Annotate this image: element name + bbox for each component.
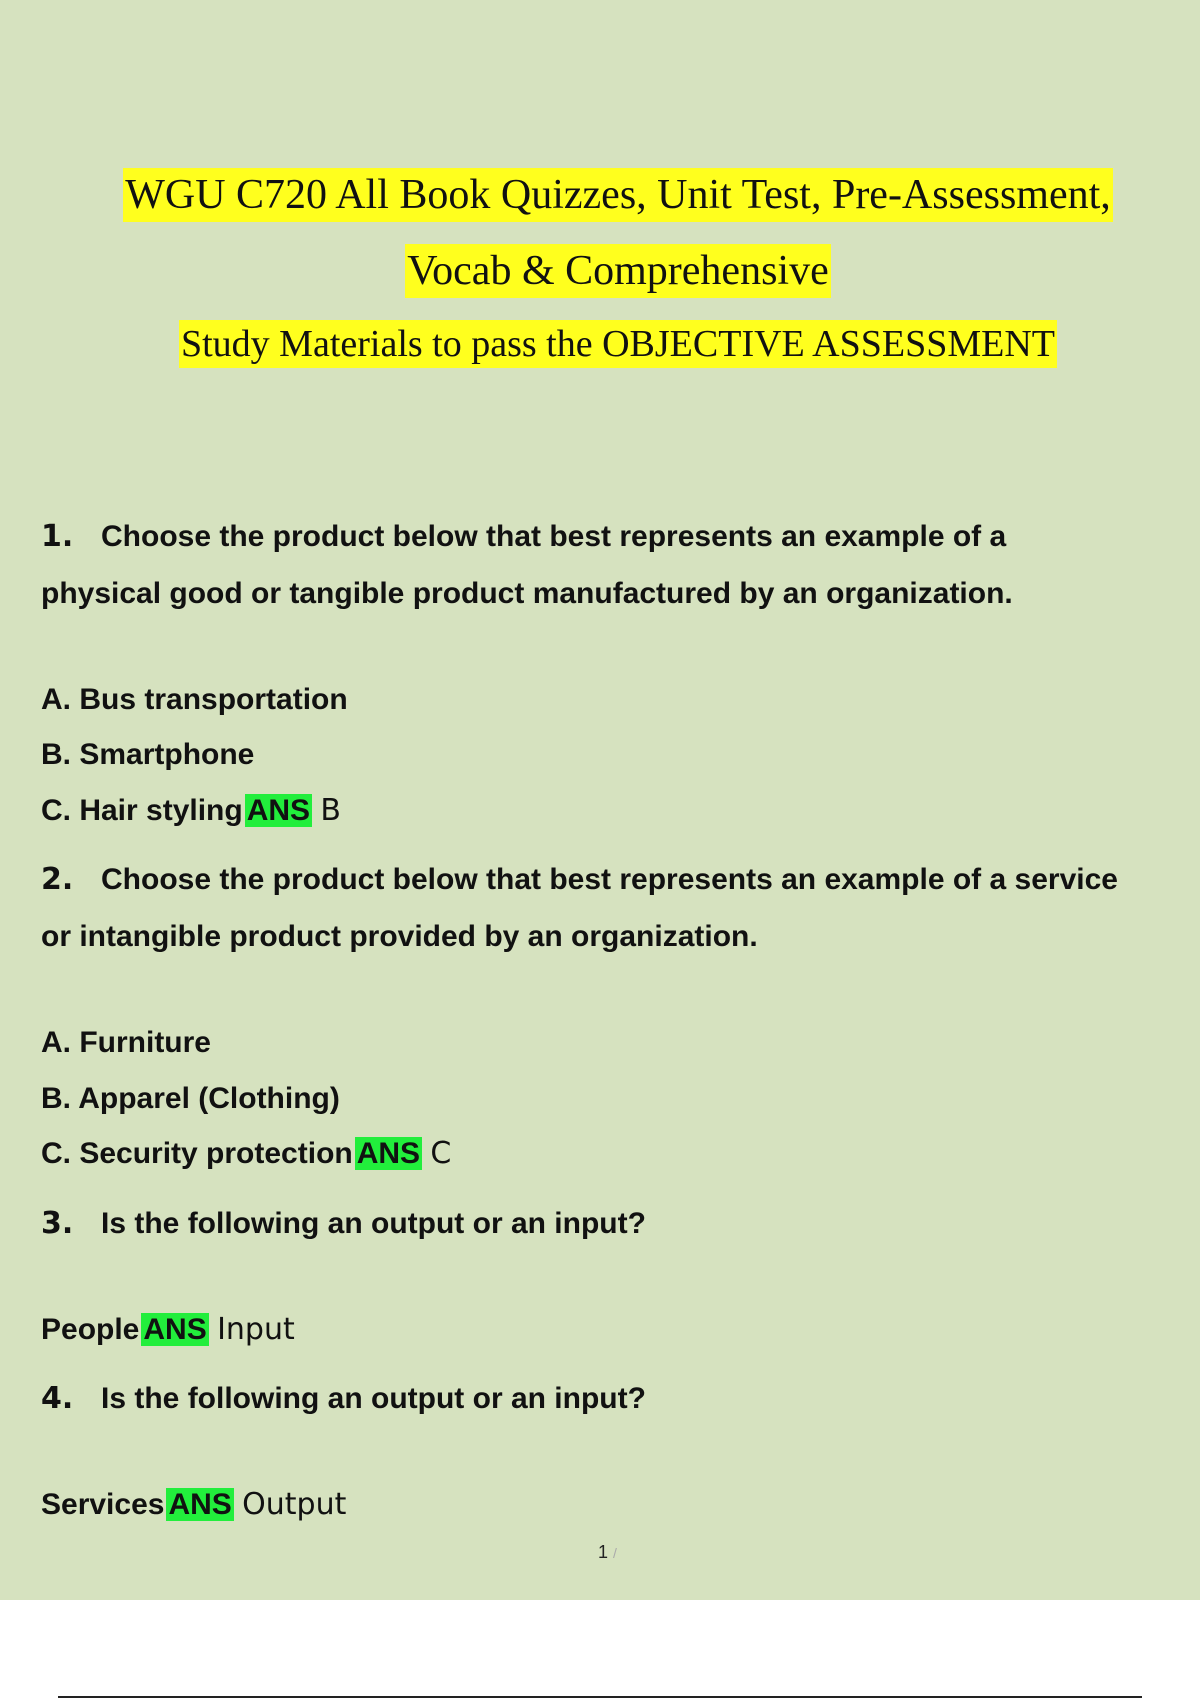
question-3-answer: Input [217, 1312, 295, 1347]
question-2-option-c-text: C. Security protection [41, 1137, 353, 1170]
question-2-option-b: B. Apparel (Clothing) [41, 1082, 340, 1115]
page-number-separator: / [613, 1545, 617, 1561]
question-1-text-1: Choose the product below that best represents an example of a [101, 520, 1007, 553]
question-3-term-row [41, 1310, 295, 1350]
question-1-option-b: B. Smartphone [41, 738, 255, 771]
question-1-option-c-text: C. Hair styling [41, 794, 243, 827]
question-4-term: Services [41, 1488, 165, 1521]
question-2-line-1 [41, 851, 1118, 908]
question-2-number: 2. [41, 862, 74, 897]
answer-badge: ANS [168, 1488, 232, 1521]
question-2-text-1: Choose the product below that best represents an example of a service [101, 863, 1118, 896]
question-4-answer: Output [242, 1487, 347, 1522]
answer-badge: ANS [246, 794, 311, 827]
question-3-line-1 [41, 1195, 646, 1252]
question-2-answer: C [430, 1136, 452, 1171]
document-subtitle: Study Materials to pass the OBJECTIVE ASSESSMENT [179, 320, 1057, 368]
question-3-term: People [41, 1313, 140, 1346]
question-2-line-2: or intangible product provided by an organization. [41, 920, 758, 953]
document-title-line-2: Vocab & Comprehensive [405, 244, 830, 298]
answer-badge: ANS [143, 1313, 207, 1346]
page-number-value: 1 [598, 1542, 609, 1562]
question-2-option-c [41, 1134, 451, 1174]
question-3-text-1: Is the following an output or an input? [101, 1207, 646, 1240]
page-number [598, 1542, 617, 1563]
question-4-number: 4. [41, 1381, 74, 1416]
question-3-number: 3. [41, 1206, 74, 1241]
question-1-line-1 [41, 508, 1006, 565]
footer-divider [58, 1696, 1142, 1698]
question-2-option-a: A. Furniture [41, 1026, 211, 1059]
question-1-answer: B [320, 793, 341, 828]
question-1-option-a: A. Bus transportation [41, 683, 348, 716]
answer-badge: ANS [356, 1137, 421, 1170]
question-4-line-1 [41, 1370, 646, 1427]
question-4-text-1: Is the following an output or an input? [101, 1382, 646, 1415]
title-block [0, 168, 1200, 380]
question-1-option-c [41, 791, 341, 831]
document-title-line-1: WGU C720 All Book Quizzes, Unit Test, Pre-Assessment, [123, 168, 1113, 222]
question-4-term-row [41, 1485, 346, 1525]
question-1-number: 1. [41, 519, 74, 554]
question-1-line-2: physical good or tangible product manufactured by an organization. [41, 577, 1013, 610]
